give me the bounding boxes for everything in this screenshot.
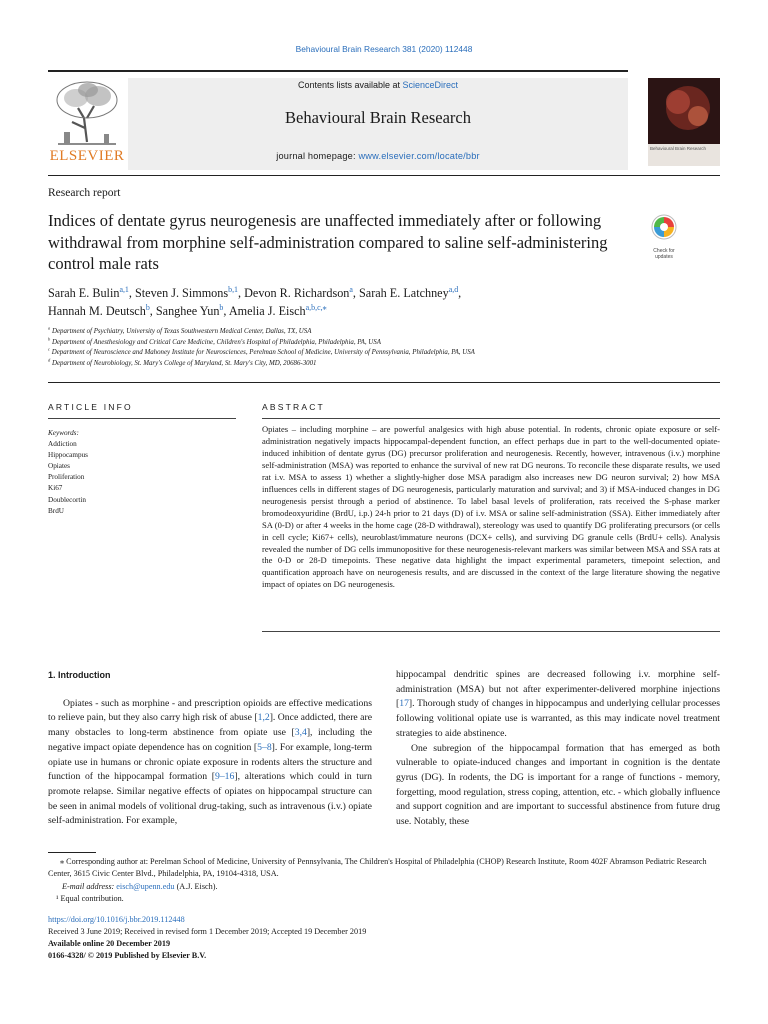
journal-cover-image[interactable]: [648, 78, 720, 166]
abstract-rule: [262, 418, 720, 419]
received-dates: Received 3 June 2019; Received in revised form 1 December 2019; Accepted 19 December 2019: [48, 927, 367, 936]
citation-link[interactable]: 1,2: [257, 712, 270, 724]
affiliation: $^c$ Department of Neuroscience and Mahoney Institute for Neurosciences, Perelman School of Medicine, University of Pennsylvania, Philadelphia, PA, USA: [48, 346, 475, 356]
journal-homepage: journal homepage: www.elsevier.com/locate/bbr: [276, 151, 480, 161]
equal-contribution-note: ¹ Equal contribution.: [56, 894, 124, 904]
citation-link[interactable]: 9–16: [214, 771, 235, 783]
body-paragraph: One subregion of the hippocampal formation that has emerged as both vulnerable to opiate-induced changes and important in cognition is the dentate gyrus (DG). In rodents, the DG is important for a range of functions - memory, forgetting, mood regulation, stress coping, attention, etc. - which globally influence and support cognition and are important to successful abstinence from future drug use. Notably, these: [396, 742, 720, 828]
copyright: 0166-4328/ © 2019 Published by Elsevier B.V.: [48, 951, 207, 960]
article-info-heading: ARTICLE INFO: [48, 402, 133, 412]
body-paragraph: Opiates - such as morphine - and prescription opioids are effective medications to relieve pain, but they also carry high risk of abuse [1,2]. Once addicted, there are many obstacles to long-term abstinence from opiate use [3,4], including the negative impact opiate dependence has on cognition [5–8]. For example, long-term opiate use in humans or chronic opiate exposure in rodents alters the structure and function of the hippocampal formation [9–16], alterations which could in turn promote relapse. Similar negative effects of opiates on hippocampal structure can be seen in animal models of volitional drug-taking, such as intravenous (i.v.) opiate self-administration. For example,: [48, 697, 373, 827]
journal-title: Behavioural Brain Research: [284, 108, 471, 127]
abstract-bottom-rule: [262, 631, 720, 632]
email-link[interactable]: eisch@upenn.edu: [116, 881, 175, 891]
footnote-rule: [48, 852, 96, 853]
citation-link[interactable]: 3,4: [294, 727, 307, 739]
journal-reference[interactable]: Behavioural Brain Research 381 (2020) 112448: [295, 44, 473, 54]
article-info-rule: [48, 418, 236, 419]
header-rule: [48, 70, 628, 72]
available-online: Available online 20 December 2019: [48, 939, 171, 948]
footnotes: [48, 856, 720, 906]
keyword: Opiates: [48, 462, 70, 471]
article-history: [48, 914, 720, 962]
cover-caption: Behavioural Brain Research: [648, 144, 720, 166]
author-list: Sarah E. Bulin$^{a,1}$, Steven J. Simmons$^{b,1}$, Devon R. Richardson$^a$, Sarah E. Latchney$^{a,d}$, Hannah M. Deutsch$^b$, Sanghee Yun$^b$, Amelia J. Eisch$^{a,b,c,⁎}$: [48, 284, 462, 318]
author[interactable]: Sarah E. Bulin$^{a,1}$: [48, 284, 129, 300]
publisher-wordmark: ELSEVIER: [49, 148, 125, 164]
keyword: Addiction: [48, 440, 77, 449]
author[interactable]: Hannah M. Deutsch$^b$: [48, 302, 150, 318]
doi-link[interactable]: https://doi.org/10.1016/j.bbr.2019.112448: [48, 915, 185, 924]
keywords-block: [48, 428, 228, 517]
badge-label: Check for updates: [653, 248, 675, 260]
article-title: Indices of dentate gyrus neurogenesis are unaffected immediately after or following withdrawal from morphine self-administration compared to saline self-administering control male rats: [48, 211, 608, 273]
banner-rule: [48, 175, 720, 176]
keywords-label: Keywords:: [48, 429, 79, 437]
email-note: E-mail address: eisch@upenn.edu (A.J. Eisch).: [62, 881, 218, 891]
article-type: Research report: [48, 187, 121, 199]
citation-link[interactable]: 17: [399, 698, 409, 710]
author[interactable]: Steven J. Simmons$^{b,1}$: [135, 284, 239, 300]
keyword: Doublecortin: [48, 495, 86, 504]
sciencedirect-link[interactable]: ScienceDirect: [402, 80, 459, 90]
corresponding-author-note: ⁎ Corresponding author at: Perelman School of Medicine, University of Pennsylvania, The Children's Hospital of Philadelphia (CHOP) Research Institute, Room 402F Abramson Pediatric Research Center, 3615 Civic Center Blvd., Philadelphia, PA, 19104-4318, USA.: [48, 857, 707, 879]
keyword: Proliferation: [48, 473, 85, 482]
body-column-right: [396, 668, 720, 830]
keyword: BrdU: [48, 506, 64, 515]
keyword: Hippocampus: [48, 451, 88, 460]
author[interactable]: Devon R. Richardson$^a$: [244, 284, 353, 300]
body-column-left: [48, 668, 372, 829]
author[interactable]: Amelia J. Eisch$^{a,b,c,⁎}$: [228, 302, 327, 318]
citation-link[interactable]: 5–8: [257, 741, 272, 753]
affiliation: $^b$ Department of Anesthesiology and Critical Care Medicine, Children's Hospital of Philadelphia, Philadelphia, PA, USA: [48, 336, 381, 346]
affiliation: $^d$ Department of Neurobiology, St. Mary's College of Maryland, St. Mary's City, MD, 20686-3001: [48, 357, 317, 367]
section-heading: 1. Introduction: [48, 670, 111, 680]
front-matter-rule: [48, 382, 720, 383]
author[interactable]: Sanghee Yun$^b$: [155, 302, 224, 318]
check-for-updates-icon: [646, 213, 682, 243]
keyword: Ki67: [48, 484, 63, 493]
author[interactable]: Sarah E. Latchney$^{a,d}$: [359, 284, 459, 300]
check-for-updates-badge[interactable]: [646, 213, 682, 260]
body-paragraph: hippocampal dendritic spines are decreased following i.v. morphine self-administration (MSA) but not after experimenter-delivered morphine injections [17]. Thorough study of changes in hippocampus and underlying cellular processes following volitional opiate use is warranted, as this may indicate novel treatment strategies to aide abstinence.: [396, 669, 720, 739]
contents-line: Contents lists available at ScienceDirect: [297, 80, 459, 90]
homepage-link[interactable]: www.elsevier.com/locate/bbr: [358, 151, 480, 161]
affiliations: [48, 327, 728, 369]
abstract-text: Opiates – including morphine – are powerful analgesics with high abuse potential. In rodents, chronic opiate exposure or self-administration negatively impacts hippocampal-dependent function, an effect perhaps due in part to the well-documented opiate-induced inhibition of dentate gyrus (DG) precursor proliferation and neurogenesis. Recently, however, intravenous (i.v.) morphine self-administration (MSA) was reported to enhance the survival of new rat DG neurons. To reconcile these disparate results, we used rat i.v. MSA to assess 1) whether a slightly-higher dose MSA paradigm also increases new DG neuron survival; 2) how MSA influences cells in different stages of DG neurogenesis, particularly maturation and survival; and 3) if MSA-induced changes in DG neurogenesis persist through a period of abstinence. To label basal levels of proliferation, rats received the S-phase marker bromodeoxyuridine (BrdU, i.p.) 24-h prior to 21 days (D) of i.v. MSA or saline self-administration (SSA). Either immediately after SA (0-D) or after 4 weeks in the home cage (28-D withdrawal), stereology was used to quantify DG proliferating precursors (or cells in cell cycle; Ki67+ cells), neuroblast/immature neurons (DCX+ cells), and surviving DG granule cells (BrdU+ cells). Analysis revealed the number of DG cells immunopositive for these neurogenesis-relevant markers was similar between MSA and SSA rats at the 0-D or 28-D timepoints. These negative data highlight the impact experimental parameters, timepoint selection, and quantification approach have on neurogenesis results, and are discussed in the context of the large literature showing the negative impact of opiates on DG neurogenesis.: [262, 424, 720, 590]
affiliation: $^a$ Department of Psychiatry, University of Texas Southwestern Medical Center, Dallas, TX, USA: [48, 325, 312, 335]
abstract-heading: ABSTRACT: [262, 402, 325, 412]
